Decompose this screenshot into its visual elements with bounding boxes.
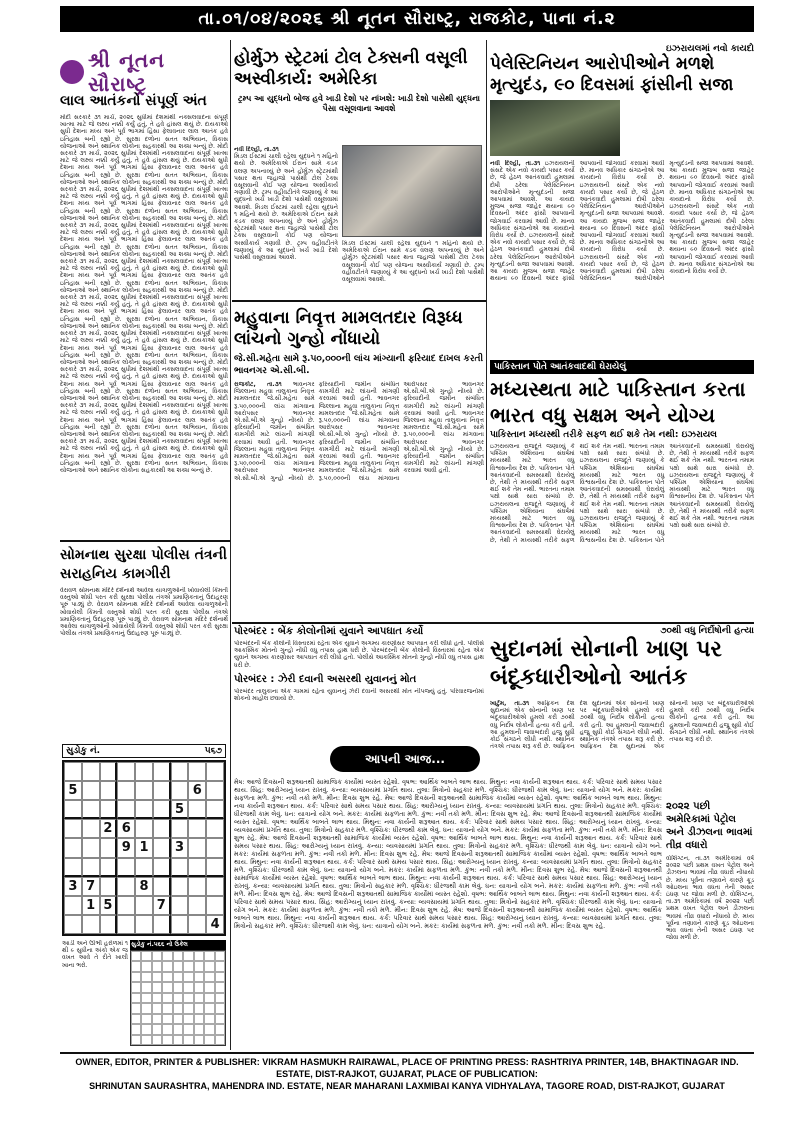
answer-cell [152,993,162,1003]
body-text: પોરબંદરની બેંક કોલોની વિસ્તારમાં રહેતા એક યુવાને અગમ્ય કારણોસર આપઘાત કરી લીધો હતો. પોલીસે આકસ્મિક મોતનો ગુન્હો નોંધી વધુ તપાસ હાથ ધરી છે. [234,647,484,669]
article-somnath [60,546,228,665]
answer-cell [183,961,193,971]
sudoku-cell [206,838,224,857]
answer-cell [131,972,141,982]
body-text: મોદી સરકારે ૩૧ માર્ચ, ૨૦૨૬ સુધીમાં દેશમાંથી નક્સલવાદના સંપૂર્ણ ખાત્મા માટે જે લક્ષ્ય નક્કી કર્યું હતું, તે હવે હાંસલ થયું છે. દાયકાઓ સુધી દેશના મધ્ય અને પૂર્વ ભાગમાં હિંસા ફેલાવનાર લાલ આતંક હવે ઇતિહાસ બની રહ્યો છે. સુરક્ષા દળોના સતત અભિયાન, વિકાસ યોજનાઓ અને સ્થાનિક લોકોના સહકારથી આ શક્ય બન્યું છે. [60,178,228,222]
answer-cell [173,1035,183,1045]
imprint-footer [60,1052,754,1091]
answer-cell [215,972,225,982]
answer-cell [152,972,162,982]
answer-cell [162,1014,172,1024]
sudoku-cell [82,781,100,800]
answer-cell [131,961,141,971]
body-text: ઇઝરાયલની સંસદે એક નવો કાયદો પસાર કર્યો છે, જે હેઠળ આતંકવાદી હુમલામાં દોષી ઠરેલા પેલેસ્ટિનિયન આરોપીઓને મૃત્યુદંડની સજા આપવામાં આવશે. આ કાયદા મુજબ સજા જાહેર થયાના ૯૦ દિવસની અંદર ફાંસી આપવાની જોગવાઈ કરવામાં આવી છે. માનવ અધિકાર સંગઠનોએ આ કાયદાનો વિરોધ કર્યો છે. [490,160,665,283]
sudoku-cell: 1 [82,896,100,915]
body-text: વોશિંગ્ટન, તા.૩૧ અમેરિકામાં વર્ષ ૨૦૨૨ પછી પ્રથમ વખત પેટ્રોલ અને ડીઝલના ભાવમાં તીવ્ર વધારો નોંધાયો છે. મધ્ય પૂર્વના તણાવને કારણે ક્રૂડ ઓઇલના ભાવ વધતા તેની અસર ઇંધણ પર જોવા મળી છે. [666,891,754,942]
sudoku-cell [100,762,118,781]
answer-cell [173,993,183,1003]
body-text: મોદી સરકારે ૩૧ માર્ચ, ૨૦૨૬ સુધીમાં દેશમાંથી નક્સલવાદના સંપૂર્ણ ખાત્મા માટે જે લક્ષ્ય નક્કી કર્યું હતું, તે હવે હાંસલ થયું છે. દાયકાઓ સુધી દેશના મધ્ય અને પૂર્વ ભાગમાં હિંસા ફેલાવનાર લાલ આતંક હવે ઇતિહાસ બની રહ્યો છે. સુરક્ષા દળોના સતત અભિયાન, વિકાસ યોજનાઓ અને સ્થાનિક લોકોના સહકારથી આ શક્ય બન્યું છે. [60,286,228,330]
answer-cell [173,972,183,982]
answer-cell [183,951,193,961]
horoscope-text: મેષ: આજે દિવસની શરૂઆતથી સામાજિક કાર્યોમાં વ્યસ્ત રહેશો. વૃષભ: આર્થિક બાબતે લાભ થાય. મિથુન: નવા કાર્યની શરૂઆત થાય. કર્ક: પરિવાર સાથે સમય પસાર થાય. સિંહ: આરોગ્યનું ધ્યાન રાખવું. કન્યા: વ્યવસાયમાં પ્રગતિ થાય. તુલા: મિત્રોનો સહકાર મળે. વૃશ્ચિક: ધીરજથી કામ લેવું. ધન: યાત્રાનો યોગ બને. મકર: કાર્યમાં સફળતા મળે. કુંભ: નવી તકો મળે. મીન: દિવસ શુભ રહે. [234,906,662,930]
answer-cell [204,993,214,1003]
sudoku-cell [117,858,135,877]
body-text: ઇઝરાયલની સંસદે એક નવો કાયદો પસાર કર્યો છે, જે હેઠળ આતંકવાદી હુમલામાં દોષી ઠરેલા પેલેસ્ટિનિયન આરોપીઓને મૃત્યુદંડની સજા આપવામાં આવશે. આ કાયદા મુજબ સજા જાહેર થયાના ૯૦ દિવસની અંદર ફાંસી આપવાની જોગવાઈ કરવામાં આવી છે. માનવ અધિકાર સંગઠનોએ આ કાયદાનો વિરોધ કર્યો છે. [579,160,754,283]
answer-cell [215,1035,225,1045]
answer-cell [162,972,172,982]
body-text: મિડલ ઈસ્ટમાં ચાલી રહેલા યુદ્ધને ૧ મહિનો થયો છે. અમેરિકાએ ઈરાન સામે કડક વલણ અપનાવ્યું છે અને હોર્મુઝ સ્ટ્રેટમાંથી પસાર થતા જહાજો પાસેથી ટોલ ટેક્સ વસૂલવાની કોઈ પણ યોજના અસ્વીકાર્ય ગણાવી છે. ટ્રમ્પ વહીવટીતંત્રે જણાવ્યું કે આ યુદ્ધનો ખર્ચ ખાડી દેશો પાસેથી વસૂલવામાં આવશે. [234,153,338,211]
body-text: મિડલ ઈસ્ટમાં ચાલી રહેલા યુદ્ધને ૧ મહિનો થયો છે. અમેરિકાએ ઈરાન સામે કડક વલણ અપનાવ્યું છે અને હોર્મુઝ સ્ટ્રેટમાંથી પસાર થતા જહાજો પાસેથી ટોલ ટેક્સ વસૂલવાની કોઈ પણ યોજના અસ્વીકાર્ય ગણાવી છે. ટ્રમ્પ વહીવટીતંત્રે જણાવ્યું કે આ યુદ્ધનો ખર્ચ ખાડી દેશો પાસેથી વસૂલવામાં આવશે. [342,240,484,284]
divider [232,300,486,302]
sudoku-cell: 6 [188,781,206,800]
body-text: વેરાવળ સોમનાથ મંદિરે દર્શનાર્થે આવેલા યાત્રાળુઓની ખોવાયેલી કિંમતી વસ્તુઓ શોધી પરત કરી સુરક્ષા પોલીસ તંત્રએ પ્રમાણિકતાનું ઉદાહરણ પૂરું પાડ્યું છે. [60,601,228,623]
article-pakistan [490,360,754,611]
subheadline: ટ્રમ્પ આ યુદ્ધનો બોજ હવે ખાડી દેશો પર નાંખશે: ખાડી દેશો પાસેથી યુદ્ધના પૈસા વસૂલવાના આવશે [237,94,481,113]
subheadline: પાકિસ્તાન મધ્યસ્થી તરીકે સફળ થઈ શકે તેમ નથી: ઇઝરાયલ [490,430,717,440]
sudoku-cell [188,877,206,896]
answer-cell [131,993,141,1003]
logo-emblem-icon [60,60,84,84]
logo-text: શ્રી નૂતન સૌરાષ્ટ્ર [88,48,166,96]
headline: મહુવાના નિવૃત્ત મામલતદાર વિરૂધ્ધ લાંચનો ગુન્હો નોંધાયો [234,308,463,349]
answer-cell [141,993,151,1003]
sudoku-cell [117,781,135,800]
answer-cell [194,1024,204,1034]
answer-cell [131,1014,141,1024]
answer-cell [204,1024,214,1034]
masthead-logo [60,50,228,94]
answer-cell [215,1014,225,1024]
sudoku-cell [188,819,206,838]
answer-cell [152,951,162,961]
sudoku-cell [82,762,100,781]
answer-cell [141,1003,151,1013]
column-divider [230,40,231,1050]
sudoku-cell: 7 [82,877,100,896]
answer-cell [204,951,214,961]
answer-cell [204,982,214,992]
horoscope-text: મેષ: આજે દિવસની શરૂઆતથી સામાજિક કાર્યોમાં વ્યસ્ત રહેશો. વૃષભ: આર્થિક બાબતે લાભ થાય. મિથુન: નવા કાર્યની શરૂઆત થાય. કર્ક: પરિવાર સાથે સમય પસાર થાય. સિંહ: આરોગ્યનું ધ્યાન રાખવું. કન્યા: વ્યવસાયમાં પ્રગતિ થાય. તુલા: મિત્રોનો સહકાર મળે. વૃશ્ચિક: ધીરજથી કામ લેવું. ધન: યાત્રાનો યોગ બને. મકર: કાર્યમાં સફળતા મળે. કુંભ: નવી તકો મળે. મીન: દિવસ શુભ રહે. [234,778,662,802]
answer-cell [141,951,151,961]
article-body [490,443,754,611]
sudoku-cell [206,781,224,800]
horoscope-body [234,778,662,1048]
sudoku-cell: 4 [206,915,224,934]
answer-cell [215,1003,225,1013]
sudoku-cell [117,877,135,896]
answer-cell [141,1024,151,1034]
answer-cell [162,1024,172,1034]
body-text: મોદી સરકારે ૩૧ માર્ચ, ૨૦૨૬ સુધીમાં દેશમાંથી નક્સલવાદના સંપૂર્ણ ખાત્મા માટે જે લક્ષ્ય નક્કી કર્યું હતું, તે હવે હાંસલ થયું છે. દાયકાઓ સુધી દેશના મધ્ય અને પૂર્વ ભાગમાં હિંસા ફેલાવનાર લાલ આતંક હવે ઇતિહાસ બની રહ્યો છે. સુરક્ષા દળોના સતત અભિયાન, વિકાસ યોજનાઓ અને સ્થાનિક લોકોના સહકારથી આ શક્ય બન્યું છે. [60,214,228,258]
body-text: મોદી સરકારે ૩૧ માર્ચ, ૨૦૨૬ સુધીમાં દેશમાંથી નક્સલવાદના સંપૂર્ણ ખાત્મા માટે જે લક્ષ્ય નક્કી કર્યું હતું, તે હવે હાંસલ થયું છે. દાયકાઓ સુધી દેશના મધ્ય અને પૂર્વ ભાગમાં હિંસા ફેલાવનાર લાલ આતંક હવે ઇતિહાસ બની રહ્યો છે. સુરક્ષા દળોના સતત અભિયાન, વિકાસ યોજનાઓ અને સ્થાનિક લોકોના સહકારથી આ શક્ય બન્યું છે. [60,430,228,474]
answer-cell [162,1003,172,1013]
sudoku-cell [64,915,82,934]
answer-cell [183,993,193,1003]
sudoku-cell: 7 [153,896,171,915]
sudoku-cell [171,877,189,896]
dateline: નવી દિલ્હી, તા.૩૧ [490,160,541,167]
dateline: રાજકોટ, તા.૩૧ [234,381,282,388]
answer-cell [194,961,204,971]
body-text: મિડલ ઈસ્ટમાં ચાલી રહેલા યુદ્ધને ૧ મહિનો થયો છે. અમેરિકાએ ઈરાન સામે કડક વલણ અપનાવ્યું છે અને હોર્મુઝ સ્ટ્રેટમાંથી પસાર થતા જહાજો પાસેથી ટોલ ટેક્સ વસૂલવાની કોઈ પણ યોજના અસ્વીકાર્ય ગણાવી છે. ટ્રમ્પ વહીવટીતંત્રે જણાવ્યું કે આ યુદ્ધનો ખર્ચ ખાડી દેશો પાસેથી વસૂલવામાં આવશે. [234,203,338,262]
sudoku-cell [135,781,153,800]
footer-line-2: SHRINUTAN SAURASHTRA, MAHENDRA IND. ESTATE, NEAR MAHARANI LAXMIBAI KANYA VIDHYALAYA, TAGORE ROAD, DIST-RAJKOT, GUJARAT [89,1081,725,1091]
body-text: મોદી સરકારે ૩૧ માર્ચ, ૨૦૨૬ સુધીમાં દેશમાંથી નક્સલવાદના સંપૂર્ણ ખાત્મા માટે જે લક્ષ્ય નક્કી કર્યું હતું, તે હવે હાંસલ થયું છે. દાયકાઓ સુધી દેશના મધ્ય અને પૂર્વ ભાગમાં હિંસા ફેલાવનાર લાલ આતંક હવે ઇતિહાસ બની રહ્યો છે. સુરક્ષા દળોના સતત અભિયાન, વિકાસ યોજનાઓ અને સ્થાનિક લોકોના સહકારથી આ શક્ય બન્યું છે. [60,250,228,294]
news-photo [490,100,620,156]
sudoku-cell [82,819,100,838]
sudoku-cell [171,915,189,934]
sudoku-cell [153,819,171,838]
body-text: ભાવનગર જિલ્લાના મહુવા તાલુકાના નિવૃત્ત મામલતદાર જે.સી.મહેતા સામે રૂ.૫૦,૦૦૦ની લાંચ માંગવાના આરોપસર ભાવનગર એ.સી.બી.એ ગુન્હો નોંધ્યો છે. ફરિયાદીની જમીન સંબંધિત કામગીરી માટે લાંચની માંગણી કરવામાં આવી હતી. [234,381,315,446]
body-text: વેરાવળ સોમનાથ મંદિરે દર્શનાર્થે આવેલા યાત્રાળુઓની ખોવાયેલી કિંમતી વસ્તુઓ શોધી પરત કરી સુરક્ષા પોલીસ તંત્રએ પ્રમાણિકતાનું ઉદાહરણ પૂરું પાડ્યું છે. [60,615,228,638]
rules-text: આડી અને ઊભી હરોળમાં ૧ થી ૯ સુધીના અંકો એક જ વખત આવે તે રીતે ખાલી ખાના ભરો. [62,940,128,969]
article-body [234,381,484,591]
sudoku-cell [117,915,135,934]
answer-cell [162,951,172,961]
answer-cell [194,993,204,1003]
sudoku-cell [206,800,224,819]
sudoku-header [62,744,226,758]
answer-cell [152,982,162,992]
answer-cell [215,1024,225,1034]
headline: પોરબંદર : બેંક કોલોનીમાં યુવાને આપઘાત કર્યો [234,626,424,637]
kicker: પાકિસ્તાન પોતે આતંકવાદથી ઘેરાયેલું [490,360,754,374]
body-text: વોશિંગ્ટન, તા.૩૧ અમેરિકામાં વર્ષ ૨૦૨૨ પછી પ્રથમ વખત પેટ્રોલ અને ડીઝલના ભાવમાં તીવ્ર વધારો નોંધાયો છે. મધ્ય પૂર્વના તણાવને કારણે ક્રૂડ ઓઇલના ભાવ વધતા તેની અસર ઇંધણ પર જોવા મળી છે. [666,855,754,899]
answer-cell [215,951,225,961]
article-body [490,160,754,356]
sudoku-cell [171,819,189,838]
column-divider [486,40,487,480]
body-text: વેરાવળ સોમનાથ મંદિરે દર્શનાર્થે આવેલા યાત્રાળુઓની ખોવાયેલી કિંમતી વસ્તુઓ શોધી પરત કરી સુરક્ષા પોલીસ તંત્રએ પ્રમાણિકતાનું ઉદાહરણ પૂરું પાડ્યું છે. [60,587,228,609]
sudoku-cell [100,877,118,896]
body-text: ઇઝરાયલના રાજદૂતે જણાવ્યું કે પશ્ચિમ એશિયાના સંઘર્ષમાં મધ્યસ્થી માટે ભારત વધુ વિશ્વસનીય દેશ છે. પાકિસ્તાન પોતે આતંકવાદની સમસ્યાથી ઘેરાયેલું છે, તેથી તે મધ્યસ્થી તરીકે સફળ થઈ શકે તેમ નથી. ભારતના તમામ પક્ષો સાથે સારા સંબંધો છે. [490,443,665,544]
answer-cell [162,1035,172,1045]
answer-cell [183,982,193,992]
sudoku-title: સુડોકુ નં. [66,746,101,756]
sudoku-cell [135,858,153,877]
article-sudan [490,626,754,692]
answer-cell [215,982,225,992]
answer-cell [173,951,183,961]
sudoku-cell: 1 [135,838,153,857]
horoscope-text: મેષ: આજે દિવસની શરૂઆતથી સામાજિક કાર્યોમાં વ્યસ્ત રહેશો. વૃષભ: આર્થિક બાબતે લાભ થાય. મિથુન: નવા કાર્યની શરૂઆત થાય. કર્ક: પરિવાર સાથે સમય પસાર થાય. સિંહ: આરોગ્યનું ધ્યાન રાખવું. કન્યા: વ્યવસાયમાં પ્રગતિ થાય. તુલા: મિત્રોનો સહકાર મળે. વૃશ્ચિક: ધીરજથી કામ લેવું. ધન: યાત્રાનો યોગ બને. મકર: કાર્યમાં સફળતા મળે. કુંભ: નવી તકો મળે. મીન: દિવસ શુભ રહે. [234,810,662,842]
sudoku-cell [64,800,82,819]
answer-cell [162,961,172,971]
dateline: નવી દિલ્હી, તા.૩૧ [234,146,279,153]
answer-cell [194,1014,204,1024]
sudoku-cell [117,896,135,915]
sudoku-cell [153,915,171,934]
sudoku-cell [82,838,100,857]
sudoku-cell [206,819,224,838]
footer-line-1: OWNER, EDITOR, PRINTER & PUBLISHER: VIKRAM HASMUKH RAIRAWAL, PLACE OF PRINTING PRESS: RASHTRIYA PRINTER, 14B, BHAKTINAGAR IND. ESTATE, DIST-RAJKOT, GUJARAT, PLACE OF PUBLICATION: [75,1057,739,1079]
article-body [234,640,484,672]
sudoku-cell [135,762,153,781]
sudoku-cell [82,800,100,819]
headline: પોરબંદર : ઝેરી દવાની અસરથી યુવાનનું મોત [234,674,417,685]
answer-cell [183,972,193,982]
sudoku-cell [206,877,224,896]
answer-cell [173,982,183,992]
article-body [342,240,484,296]
answer-cell [131,982,141,992]
kicker: ૭૦થી વધુ નિર્દોષોની હત્યા [660,626,754,636]
sudoku-cell: 5 [171,800,189,819]
body-text: ભાવનગર જિલ્લાના મહુવા તાલુકાના નિવૃત્ત મામલતદાર જે.સી.મહેતા સામે રૂ.૫૦,૦૦૦ની લાંચ માંગવાના આરોપસર ભાવનગર એ.સી.બી.એ ગુન્હો નોંધ્યો છે. ફરિયાદીની જમીન સંબંધિત કામગીરી માટે લાંચની માંગણી કરવામાં આવી હતી. [318,395,400,461]
article-body [234,688,484,712]
article-hormuz [234,48,484,114]
answer-cell [204,961,214,971]
answer-cell [204,1014,214,1024]
sudoku-cell [64,896,82,915]
article-petrol [666,800,754,1005]
sudoku-cell [153,762,171,781]
answer-cell [183,1035,193,1045]
sudoku-cell: 8 [135,877,153,896]
horoscope-text: મેષ: આજે દિવસની શરૂઆતથી સામાજિક કાર્યોમાં વ્યસ્ત રહેશો. વૃષભ: આર્થિક બાબતે લાભ થાય. મિથુન: નવા કાર્યની શરૂઆત થાય. કર્ક: પરિવાર સાથે સમય પસાર થાય. સિંહ: આરોગ્યનું ધ્યાન રાખવું. કન્યા: વ્યવસાયમાં પ્રગતિ થાય. તુલા: મિત્રોનો સહકાર મળે. વૃશ્ચિક: ધીરજથી કામ લેવું. ધન: યાત્રાનો યોગ બને. મકર: કાર્યમાં સફળતા મળે. કુંભ: નવી તકો મળે. મીન: દિવસ શુભ રહે. [234,834,662,858]
sudoku-cell [82,915,100,934]
answer-cell [131,1003,141,1013]
answer-cell [183,1024,193,1034]
sudoku-cell [100,838,118,857]
sudoku-cell [188,858,206,877]
answer-cell [204,1003,214,1013]
body-text: મોદી સરકારે ૩૧ માર્ચ, ૨૦૨૬ સુધીમાં દેશમાંથી નક્સલવાદના સંપૂર્ણ ખાત્મા માટે જે લક્ષ્ય નક્કી કર્યું હતું, તે હવે હાંસલ થયું છે. દાયકાઓ સુધી દેશના મધ્ય અને પૂર્વ ભાગમાં હિંસા ફેલાવનાર લાલ આતંક હવે ઇતિહાસ બની રહ્યો છે. સુરક્ષા દળોના સતત અભિયાન, વિકાસ યોજનાઓ અને સ્થાનિક લોકોના સહકારથી આ શક્ય બન્યું છે. [60,358,228,402]
body-text: ઇઝરાયલના રાજદૂતે જણાવ્યું કે પશ્ચિમ એશિયાના સંઘર્ષમાં મધ્યસ્થી માટે ભારત વધુ વિશ્વસનીય દેશ છે. પાકિસ્તાન પોતે આતંકવાદની સમસ્યાથી ઘેરાયેલું છે, તેથી તે મધ્યસ્થી તરીકે સફળ થઈ શકે તેમ નથી. ભારતના તમામ પક્ષો સાથે સારા સંબંધો છે. [669,471,754,530]
divider [232,622,754,624]
answer-cell [152,1024,162,1034]
sudoku-cell [135,800,153,819]
sudoku-cell [171,762,189,781]
body-text: આફ્રિકન દેશ સુદાનમાં એક સોનાની ખાણ પર બંદૂકધારીઓએ હુમલો કરી ૭૦થી વધુ નિર્દોષ લોકોની હત્યા કરી હતી. આ હુમલાની જવાબદારી હજુ સુધી કોઈ સંગઠને લીધી નથી. સ્થાનિક તંત્રએ તપાસ શરૂ કરી છે. [490,700,575,751]
sudoku-cell: 3 [64,877,82,896]
article-body [60,587,228,665]
headline: હોર્મુઝ સ્ટ્રેટમાં ટોલ ટેક્સની વસૂલી અસ્વીકાર્ય: અમેરિકા [234,48,468,89]
answer-cell [131,1035,141,1045]
sudoku-cell [100,858,118,877]
body-text: ઇઝરાયલની સંસદે એક નવો કાયદો પસાર કર્યો છે, જે હેઠળ આતંકવાદી હુમલામાં દોષી ઠરેલા પેલેસ્ટિનિયન આરોપીઓને મૃત્યુદંડની સજા આપવામાં આવશે. આ કાયદા મુજબ સજા જાહેર થયાના ૯૦ દિવસની અંદર ફાંસી આપવાની જોગવાઈ કરવામાં આવી છે. માનવ અધિકાર સંગઠનોએ આ કાયદાનો વિરોધ કર્યો છે. [490,160,575,240]
answer-cell [152,1014,162,1024]
sudoku-cell [153,858,171,877]
body-text: મોદી સરકારે ૩૧ માર્ચ, ૨૦૨૬ સુધીમાં દેશમાંથી નક્સલવાદના સંપૂર્ણ ખાત્મા માટે જે લક્ષ્ય નક્કી કર્યું હતું, તે હવે હાંસલ થયું છે. દાયકાઓ સુધી દેશના મધ્ય અને પૂર્વ ભાગમાં હિંસા ફેલાવનાર લાલ આતંક હવે ઇતિહાસ બની રહ્યો છે. સુરક્ષા દળોના સતત અભિયાન, વિકાસ યોજનાઓ અને સ્થાનિક લોકોના સહકારથી આ શક્ય બન્યું છે. [60,114,228,150]
horoscope-text: મેષ: આજે દિવસની શરૂઆતથી સામાજિક કાર્યોમાં વ્યસ્ત રહેશો. વૃષભ: આર્થિક બાબતે લાભ થાય. મિથુન: નવા કાર્યની શરૂઆત થાય. કર્ક: પરિવાર સાથે સમય પસાર થાય. સિંહ: આરોગ્યનું ધ્યાન રાખવું. કન્યા: વ્યવસાયમાં પ્રગતિ થાય. તુલા: મિત્રોનો સહકાર મળે. વૃશ્ચિક: ધીરજથી કામ લેવું. ધન: યાત્રાનો યોગ બને. મકર: કાર્યમાં સફળતા મળે. કુંભ: નવી તકો મળે. મીન: દિવસ શુભ રહે. [234,794,662,818]
body-text: ભાવનગર જિલ્લાના મહુવા તાલુકાના નિવૃત્ત મામલતદાર જે.સી.મહેતા સામે રૂ.૫૦,૦૦૦ની લાંચ માંગવાના આરોપસર ભાવનગર એ.સી.બી.એ ગુન્હો નોંધ્યો છે. ફરિયાદીની જમીન સંબંધિત કામગીરી માટે લાંચની માંગણી કરવામાં આવી હતી. [234,381,400,482]
horoscope-text: મેષ: આજે દિવસની શરૂઆતથી સામાજિક કાર્યોમાં વ્યસ્ત રહેશો. વૃષભ: આર્થિક બાબતે લાભ થાય. મિથુન: નવા કાર્યની શરૂઆત થાય. કર્ક: પરિવાર સાથે સમય પસાર થાય. સિંહ: આરોગ્યનું ધ્યાન રાખવું. કન્યા: વ્યવસાયમાં પ્રગતિ થાય. તુલા: મિત્રોનો સહકાર મળે. વૃશ્ચિક: ધીરજથી કામ લેવું. ધન: યાત્રાનો યોગ બને. મકર: કાર્યમાં સફળતા મળે. કુંભ: નવી તકો મળે. મીન: દિવસ શુભ રહે. [234,850,662,874]
sudoku-answer [130,940,226,1046]
article-body [60,114,228,554]
answer-cell [152,961,162,971]
sudoku-cell [117,762,135,781]
body-text: આફ્રિકન દેશ સુદાનમાં એક સોનાની ખાણ પર બંદૂકધારીઓએ હુમલો કરી ૭૦થી વધુ નિર્દોષ લોકોની હત્યા કરી હતી. આ હુમલાની જવાબદારી હજુ સુધી કોઈ સંગઠને લીધી નથી. સ્થાનિક તંત્રએ તપાસ શરૂ કરી છે. [579,700,754,751]
sudoku-cell: 2 [100,819,118,838]
sudoku-cell [135,819,153,838]
page-dateline: તા.૦૧/૦૪/૨૦૨૬ શ્રી નૂતન સૌરાષ્ટ્ર, રાજકોટ, પાના નં.૨ [60,6,754,32]
sudoku-cell [153,877,171,896]
sudoku-cell [100,915,118,934]
body-text: મોદી સરકારે ૩૧ માર્ચ, ૨૦૨૬ સુધીમાં દેશમાંથી નક્સલવાદના સંપૂર્ણ ખાત્મા માટે જે લક્ષ્ય નક્કી કર્યું હતું, તે હવે હાંસલ થયું છે. દાયકાઓ સુધી દેશના મધ્ય અને પૂર્વ ભાગમાં હિંસા ફેલાવનાર લાલ આતંક હવે ઇતિહાસ બની રહ્યો છે. સુરક્ષા દળોના સતત અભિયાન, વિકાસ યોજનાઓ અને સ્થાનિક લોકોના સહકારથી આ શક્ય બન્યું છે. [60,394,228,438]
sudoku-cell [171,896,189,915]
headline: મધ્યસ્થતા માટે પાકિસ્તાન કરતા ભારત વધુ સક્ષમ અને યોગ્ય [490,377,746,427]
sudoku-cell [64,838,82,857]
dateline: ખાર્ટુમ, તા.૩૧ [490,700,530,707]
sudoku-cell: 5 [64,781,82,800]
answer-cell [152,1035,162,1045]
answer-cell [183,1014,193,1024]
sudoku-cell [64,819,82,838]
answer-title: સુડોકુ નં.૫૬૬ નો ઉકેલ [130,940,226,950]
body-text: પોરબંદરની બેંક કોલોની વિસ્તારમાં રહેતા એક યુવાને અગમ્ય કારણોસર આપઘાત કરી લીધો હતો. પોલીસે આકસ્મિક મોતનો ગુન્હો નોંધી વધુ તપાસ હાથ ધરી છે. [234,640,484,655]
answer-cell [183,1003,193,1013]
body-text: ભાવનગર જિલ્લાના મહુવા તાલુકાના નિવૃત્ત મામલતદાર જે.સી.મહેતા સામે રૂ.૫૦,૦૦૦ની લાંચ માંગવાના આરોપસર ભાવનગર એ.સી.બી.એ ગુન્હો નોંધ્યો છે. ફરિયાદીની જમીન સંબંધિત કામગીરી માટે લાંચની માંગણી કરવામાં આવી હતી. [318,381,484,482]
horoscope-text: મેષ: આજે દિવસની શરૂઆતથી સામાજિક કાર્યોમાં વ્યસ્ત રહેશો. વૃષભ: આર્થિક બાબતે લાભ થાય. મિથુન: નવા કાર્યની શરૂઆત થાય. કર્ક: પરિવાર સાથે સમય પસાર થાય. સિંહ: આરોગ્યનું ધ્યાન રાખવું. કન્યા: વ્યવસાયમાં પ્રગતિ થાય. તુલા: મિત્રોનો સહકાર મળે. વૃશ્ચિક: ધીરજથી કામ લેવું. ધન: યાત્રાનો યોગ બને. મકર: કાર્યમાં સફળતા મળે. કુંભ: નવી તકો મળે. મીન: દિવસ શુભ રહે. [234,890,662,914]
sudoku-cell [100,800,118,819]
sudoku-cell [100,781,118,800]
sudoku-cell: 6 [117,819,135,838]
headline: ૨૦૨૨ પછી અમેરિકામાં પેટ્રોલ અને ડીઝલના ભાવમાં તીવ્ર વધારો [666,801,753,851]
answer-cell [162,993,172,1003]
divider [60,540,230,542]
article-mahuva [234,308,484,591]
sudoku-cell [117,800,135,819]
sudoku-cell [188,896,206,915]
sudoku-cell [171,781,189,800]
answer-cell [194,1003,204,1013]
sudoku-cell [206,858,224,877]
article-lal-aatank [60,92,228,554]
sudoku-cell [206,762,224,781]
sudoku-cell [153,781,171,800]
body-text: મોદી સરકારે ૩૧ માર્ચ, ૨૦૨૬ સુધીમાં દેશમાંથી નક્સલવાદના સંપૂર્ણ ખાત્મા માટે જે લક્ષ્ય નક્કી કર્યું હતું, તે હવે હાંસલ થયું છે. દાયકાઓ સુધી દેશના મધ્ય અને પૂર્વ ભાગમાં હિંસા ફેલાવનાર લાલ આતંક હવે ઇતિહાસ બની રહ્યો છે. સુરક્ષા દળોના સતત અભિયાન, વિકાસ યોજનાઓ અને સ્થાનિક લોકોના સહકારથી આ શક્ય બન્યું છે. [60,322,228,366]
sudoku-number: ૫૬૭ [204,746,222,756]
sudoku-cell [171,858,189,877]
answer-cell [141,961,151,971]
body-text: ઇઝરાયલની સંસદે એક નવો કાયદો પસાર કર્યો છે, જે હેઠળ આતંકવાદી હુમલામાં દોષી ઠરેલા પેલેસ્ટિનિયન આરોપીઓને મૃત્યુદંડની સજા આપવામાં આવશે. આ કાયદા મુજબ સજા જાહેર થયાના ૯૦ દિવસની અંદર ફાંસી આપવાની જોગવાઈ કરવામાં આવી છે. માનવ અધિકાર સંગઠનોએ આ કાયદાનો વિરોધ કર્યો છે. [669,203,754,276]
body-text: ઇઝરાયલના રાજદૂતે જણાવ્યું કે પશ્ચિમ એશિયાના સંઘર્ષમાં મધ્યસ્થી માટે ભારત વધુ વિશ્વસનીય દેશ છે. પાકિસ્તાન પોતે આતંકવાદની સમસ્યાથી ઘેરાયેલું છે, તેથી તે મધ્યસ્થી તરીકે સફળ થઈ શકે તેમ નથી. ભારતના તમામ પક્ષો સાથે સારા સંબંધો છે. [579,457,665,515]
answer-cell [204,972,214,982]
answer-cell [194,951,204,961]
body-text: ઇઝરાયલની સંસદે એક નવો કાયદો પસાર કર્યો છે, જે હેઠળ આતંકવાદી હુમલામાં દોષી ઠરેલા પેલેસ્ટિનિયન આરોપીઓને મૃત્યુદંડની સજા આપવામાં આવશે. આ કાયદા મુજબ સજા જાહેર થયાના ૯૦ દિવસની અંદર ફાંસી આપવાની જોગવાઈ કરવામાં આવી છે. માનવ અધિકાર સંગઠનોએ આ કાયદાનો વિરોધ કર્યો છે. [579,181,665,254]
sudoku-rules [62,940,128,1040]
sudoku-cell [153,800,171,819]
sudoku-cell [188,915,206,934]
answer-cell [194,1035,204,1045]
answer-cell [131,951,141,961]
sudoku-cell [206,896,224,915]
sudoku-cell: 9 [117,838,135,857]
answer-cell [204,1035,214,1045]
sudoku-cell: 5 [100,896,118,915]
answer-cell [173,1014,183,1024]
headline: સુદાનમાં સોનાની ખાણ પર બંદૂકધારીઓનો આતંક [490,637,722,690]
sudoku-cell [153,838,171,857]
answer-cell [141,1014,151,1024]
body-text: મોદી સરકારે ૩૧ માર્ચ, ૨૦૨૬ સુધીમાં દેશમાંથી નક્સલવાદના સંપૂર્ણ ખાત્મા માટે જે લક્ષ્ય નક્કી કર્યું હતું, તે હવે હાંસલ થયું છે. દાયકાઓ સુધી દેશના મધ્ય અને પૂર્વ ભાગમાં હિંસા ફેલાવનાર લાલ આતંક હવે ઇતિહાસ બની રહ્યો છે. સુરક્ષા દળોના સતત અભિયાન, વિકાસ યોજનાઓ અને સ્થાનિક લોકોના સહકારથી આ શક્ય બન્યું છે. [60,142,228,186]
answer-cell [152,1003,162,1013]
answer-cell [194,972,204,982]
sudoku-cell [82,858,100,877]
sudoku-cell [188,762,206,781]
headline: સોમનાથ સુરક્ષા પોલીસ તંત્રની સરાહનિય કામગીરી [60,547,227,582]
answer-cell [141,972,151,982]
answer-grid [130,950,226,1046]
answer-cell [141,982,151,992]
answer-cell [162,982,172,992]
answer-cell [173,1024,183,1034]
body-text: પોરબંદર તાલુકાના એક ગામમાં રહેતા યુવાનનું ઝેરી દવાની અસરથી મોત નીપજ્યું હતું. પરિવારજનોમાં શોકનો માહોલ છવાયો છે. [234,688,484,703]
answer-cell [215,961,225,971]
answer-cell [141,1035,151,1045]
answer-cell [194,982,204,992]
headline: પેલેસ્ટિનિયન આરોપીઓને મળશે મૃત્યુદંડ, ૯૦ દિવસમાં ફાંસીની સજા [490,54,734,95]
kicker: ઇઝરાયલમાં નવો કાયદો [665,44,754,54]
subheadline: જે.સી.મહેતા સામે રૂ.૫૦,૦૦૦ની લાંચ માંગ્યાની ફરિયાદ દાખલ કરતી ભાવનગર એ.સી.બી. [234,354,484,376]
answer-cell [173,1003,183,1013]
headline: લાલ આતંકનો સંપૂર્ણ અંત [60,93,207,109]
article-body [666,855,754,1005]
answer-cell [131,1024,141,1034]
article-body [234,146,338,296]
horoscope-banner: આપની આજ... [330,746,480,772]
sudoku-cell [188,800,206,819]
answer-cell [215,993,225,1003]
article-porbandar-1 [234,626,484,672]
sudoku-cell [135,915,153,934]
sudoku-cell [64,762,82,781]
answer-cell [173,961,183,971]
body-text: ભાવનગર જિલ્લાના મહુવા તાલુકાના નિવૃત્ત મામલતદાર જે.સી.મહેતા સામે રૂ.૫૦,૦૦૦ની લાંચ માંગવાના આરોપસર ભાવનગર એ.સી.બી.એ ગુન્હો નોંધ્યો છે. ફરિયાદીની જમીન સંબંધિત કામગીરી માટે લાંચની માંગણી કરવામાં આવી હતી. [403,409,484,475]
article-porbandar-2 [234,674,484,712]
sudoku-grid [62,760,226,936]
sudoku-cell [188,838,206,857]
body-text: આફ્રિકન દેશ સુદાનમાં એક સોનાની ખાણ પર બંદૂકધારીઓએ હુમલો કરી ૭૦થી વધુ નિર્દોષ લોકોની હત્યા કરી હતી. આ હુમલાની જવાબદારી હજુ સુધી કોઈ સંગઠને લીધી નથી. સ્થાનિક તંત્રએ તપાસ શરૂ કરી છે. [552,700,665,751]
sudoku-cell [64,858,82,877]
sudoku-cell: 3 [171,838,189,857]
body-text: ઇઝરાયલના રાજદૂતે જણાવ્યું કે પશ્ચિમ એશિયાના સંઘર્ષમાં મધ્યસ્થી માટે ભારત વધુ વિશ્વસનીય દેશ છે. પાકિસ્તાન પોતે આતંકવાદની સમસ્યાથી ઘેરાયેલું છે, તેથી તે મધ્યસ્થી તરીકે સફળ થઈ શકે તેમ નથી. ભારતના તમામ પક્ષો સાથે સારા સંબંધો છે. [579,443,754,544]
horoscope-text: મેષ: આજે દિવસની શરૂઆતથી સામાજિક કાર્યોમાં વ્યસ્ત રહેશો. વૃષભ: આર્થિક બાબતે લાભ થાય. મિથુન: નવા કાર્યની શરૂઆત થાય. કર્ક: પરિવાર સાથે સમય પસાર થાય. સિંહ: આરોગ્યનું ધ્યાન રાખવું. કન્યા: વ્યવસાયમાં પ્રગતિ થાય. તુલા: મિત્રોનો સહકાર મળે. વૃશ્ચિક: ધીરજથી કામ લેવું. ધન: યાત્રાનો યોગ બને. મકર: કાર્યમાં સફળતા મળે. કુંભ: નવી તકો મળે. મીન: દિવસ શુભ રહે. [234,866,662,898]
sudoku-cell [135,896,153,915]
trump-photo [342,145,482,237]
article-palestine [490,44,754,96]
body-text: ઇઝરાયલના રાજદૂતે જણાવ્યું કે પશ્ચિમ એશિયાના સંઘર્ષમાં મધ્યસ્થી માટે ભારત વધુ વિશ્વસનીય દેશ છે. પાકિસ્તાન પોતે આતંકવાદની સમસ્યાથી ઘેરાયેલું છે, તેથી તે મધ્યસ્થી તરીકે સફળ થઈ શકે તેમ નથી. ભારતના તમામ પક્ષો સાથે સારા સંબંધો છે. [490,443,575,501]
